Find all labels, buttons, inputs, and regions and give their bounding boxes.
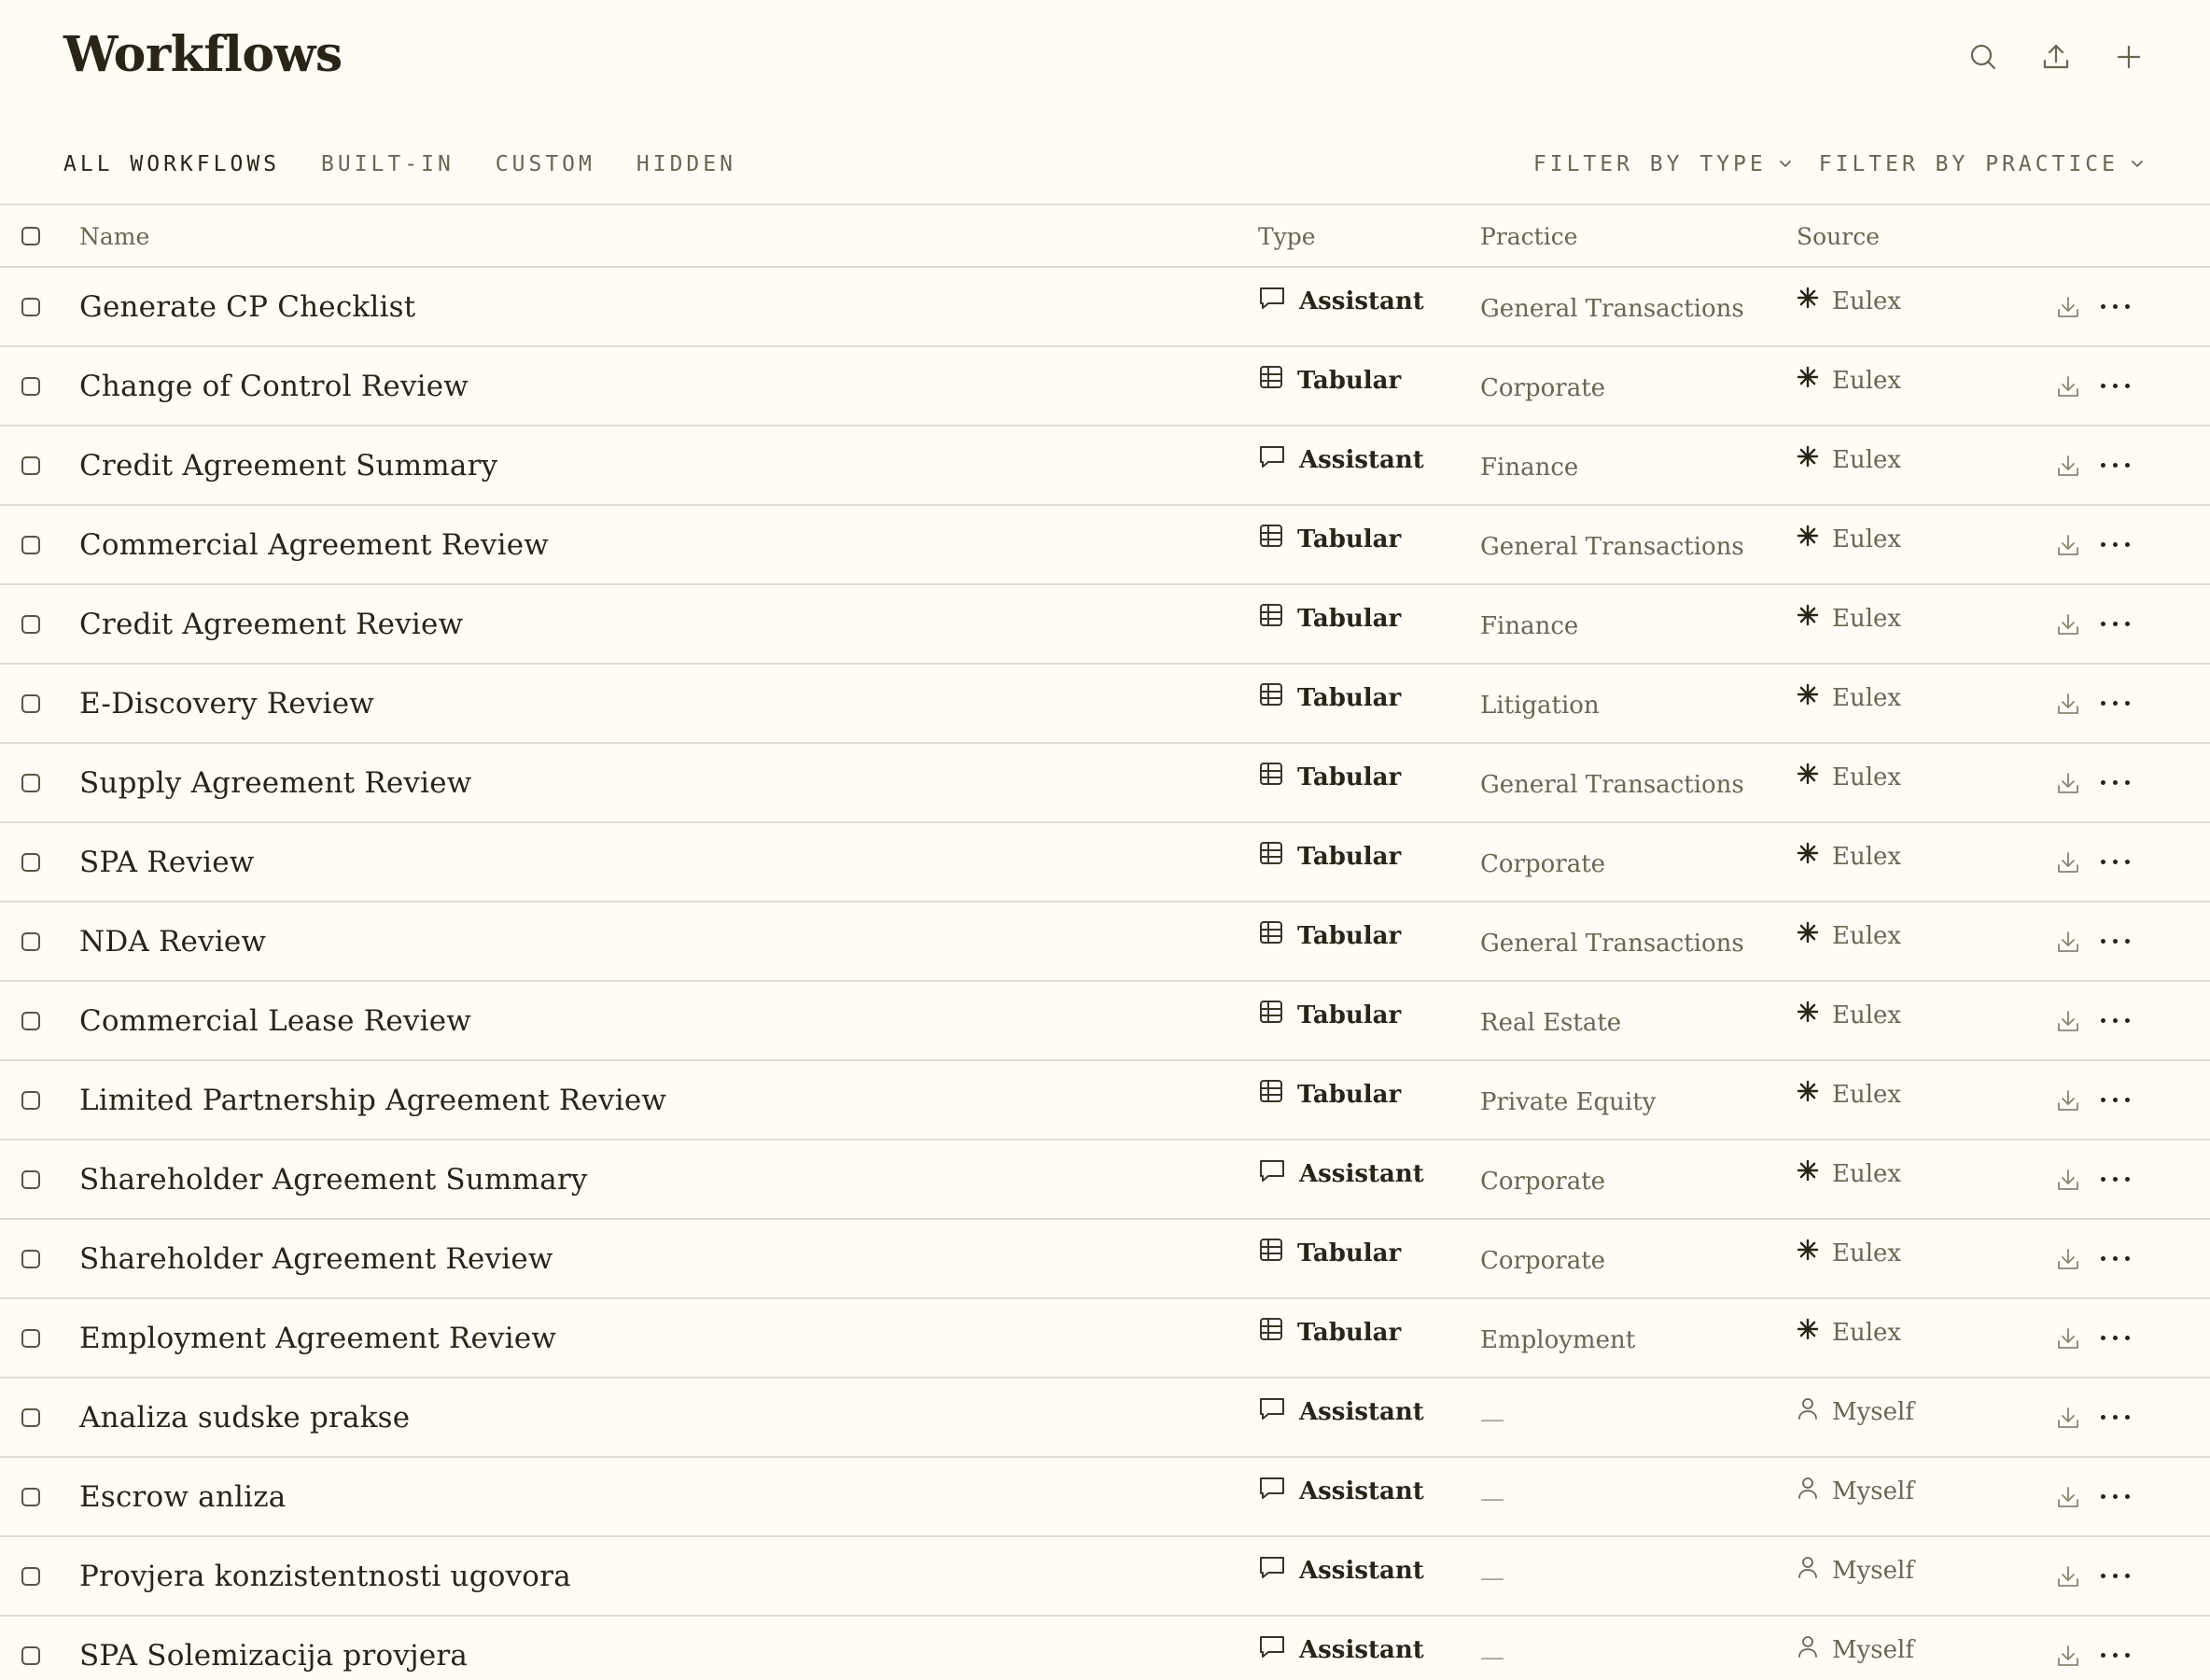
workflow-type-label: Tabular: [1297, 921, 1402, 950]
download-icon: [2056, 1406, 2080, 1430]
row-checkbox[interactable]: [21, 456, 40, 475]
download-button[interactable]: [2056, 771, 2080, 795]
download-button[interactable]: [2056, 1247, 2080, 1271]
top-actions: [1965, 39, 2147, 75]
workflow-type: [1258, 421, 1424, 498]
table-row[interactable]: [0, 744, 2210, 823]
table-row[interactable]: [0, 1220, 2210, 1299]
plus-icon: [2114, 42, 2144, 72]
workflow-practice: Litigation: [1480, 691, 1600, 720]
workflow-type: [1258, 342, 1401, 419]
eulex-logo-icon: [1797, 604, 1819, 626]
table-row[interactable]: [0, 982, 2210, 1061]
table-icon: [1258, 681, 1284, 707]
table-icon: [1258, 999, 1284, 1025]
table-row[interactable]: [0, 1617, 2210, 1680]
workflow-name[interactable]: Commercial Lease Review: [79, 1003, 471, 1038]
select-all-checkbox[interactable]: [21, 227, 40, 245]
row-checkbox[interactable]: [21, 1646, 40, 1665]
eulex-logo-icon: [1797, 366, 1819, 388]
column-header-practice[interactable]: Practice: [1480, 222, 1578, 250]
download-icon: [2056, 295, 2080, 319]
workflow-practice: General Transactions: [1480, 770, 1744, 799]
tab-custom[interactable]: CUSTOM: [495, 152, 595, 176]
filter-by-type-dropdown[interactable]: [1533, 152, 1793, 176]
download-icon: [2056, 533, 2080, 557]
chat-icon: [1258, 1632, 1286, 1660]
workflow-type: [1258, 1294, 1401, 1371]
more-options-button[interactable]: [2101, 268, 2130, 345]
workflow-type-label: Tabular: [1297, 683, 1402, 712]
eulex-logo-icon: [1797, 921, 1819, 944]
eulex-logo-icon: [1797, 525, 1819, 547]
eulex-logo-icon: [1797, 287, 1819, 309]
eulex-logo-icon: [1797, 445, 1819, 468]
workflow-type-label: Tabular: [1297, 366, 1402, 395]
chat-icon: [1258, 284, 1286, 312]
row-checkbox[interactable]: [21, 536, 40, 554]
download-icon: [2056, 1009, 2080, 1033]
chat-icon: [1258, 1394, 1286, 1422]
table-icon: [1258, 840, 1284, 866]
table-row[interactable]: [0, 268, 2210, 347]
workflow-table-body: [0, 268, 2210, 1680]
workflow-type: [1258, 897, 1401, 974]
workflow-type: [1258, 1452, 1424, 1530]
search-icon: [1968, 42, 1998, 72]
download-button[interactable]: [2056, 454, 2080, 478]
workflow-source: [1797, 1294, 1901, 1371]
more-options-button[interactable]: [2101, 1141, 2130, 1218]
workflow-type: [1258, 1532, 1424, 1609]
workflow-practice: Employment: [1480, 1325, 1636, 1354]
eulex-logo-icon: [1797, 1239, 1819, 1261]
download-icon: [2056, 692, 2080, 716]
row-checkbox[interactable]: [21, 1488, 40, 1506]
download-icon: [2056, 1088, 2080, 1113]
workflow-practice: General Transactions: [1480, 532, 1744, 561]
workflow-type: [1258, 818, 1401, 895]
table-icon: [1258, 364, 1284, 390]
table-row[interactable]: [0, 1141, 2210, 1220]
download-button[interactable]: [2056, 533, 2080, 557]
workflow-source: [1797, 342, 1901, 419]
workflow-type: [1258, 1611, 1424, 1680]
search-button[interactable]: [1965, 39, 2001, 75]
eulex-logo-icon: [1797, 683, 1819, 706]
row-checkbox[interactable]: [21, 1408, 40, 1427]
more-options-button[interactable]: [2101, 982, 2130, 1059]
workflow-type-label: Assistant: [1299, 1159, 1424, 1188]
download-button[interactable]: [2056, 1326, 2080, 1351]
workflow-source: [1797, 738, 1901, 816]
more-options-button[interactable]: [2101, 1061, 2130, 1139]
table-icon: [1258, 761, 1284, 787]
workflow-name[interactable]: Provjera konzistentnosti ugovora: [79, 1559, 571, 1593]
workflow-source-label: Eulex: [1832, 1080, 1902, 1109]
workflow-source: [1797, 1056, 1901, 1133]
workflow-type-label: Tabular: [1297, 1080, 1402, 1109]
download-button[interactable]: [2056, 1088, 2080, 1113]
workflow-practice: Private Equity: [1480, 1087, 1657, 1116]
workflow-practice: —: [1480, 1484, 1504, 1513]
more-options-button[interactable]: [2101, 1299, 2130, 1377]
upload-icon: [2041, 42, 2071, 72]
workflow-source: [1797, 421, 1901, 498]
workflow-type-label: Tabular: [1297, 763, 1402, 791]
filters: [1533, 152, 2145, 176]
table-header: [0, 205, 2210, 267]
workflow-name[interactable]: Escrow anliza: [79, 1479, 287, 1514]
row-checkbox[interactable]: [21, 853, 40, 872]
eulex-logo-icon: [1797, 842, 1819, 864]
download-icon: [2056, 1564, 2080, 1589]
workflow-type: [1258, 976, 1401, 1054]
row-checkbox[interactable]: [21, 1250, 40, 1268]
workflow-type: [1258, 659, 1401, 736]
workflow-type-label: Tabular: [1297, 604, 1402, 633]
workflow-name[interactable]: Change of Control Review: [79, 369, 469, 403]
workflow-practice: Corporate: [1480, 849, 1606, 878]
more-options-button[interactable]: [2101, 903, 2130, 980]
workflow-practice: Finance: [1480, 611, 1579, 640]
workflow-name[interactable]: E-Discovery Review: [79, 686, 375, 721]
chat-icon: [1258, 1156, 1286, 1184]
workflow-source-label: Eulex: [1832, 604, 1902, 633]
workflow-type-label: Tabular: [1297, 1239, 1402, 1267]
workflow-practice: —: [1480, 1643, 1504, 1672]
table-row[interactable]: [0, 506, 2210, 585]
row-checkbox[interactable]: [21, 1329, 40, 1348]
table-row[interactable]: [0, 427, 2210, 506]
row-checkbox[interactable]: [21, 932, 40, 951]
download-icon: [2056, 1644, 2080, 1668]
workflow-source: [1797, 1452, 1914, 1530]
workflow-source-label: Eulex: [1832, 842, 1902, 871]
workflow-source-label: Eulex: [1832, 1239, 1902, 1267]
workflow-type-label: Assistant: [1299, 1635, 1424, 1664]
workflow-source: [1797, 500, 1901, 578]
workflow-source-label: Myself: [1832, 1556, 1914, 1585]
user-icon: [1797, 1634, 1819, 1659]
more-options-button[interactable]: [2101, 347, 2130, 425]
download-button[interactable]: [2056, 850, 2080, 875]
table-icon: [1258, 1078, 1284, 1104]
workflow-source-label: Myself: [1832, 1477, 1914, 1505]
workflow-name[interactable]: Credit Agreement Review: [79, 607, 464, 641]
chat-icon: [1258, 442, 1286, 470]
table-icon: [1258, 602, 1284, 628]
more-options-button[interactable]: [2101, 427, 2130, 504]
user-icon: [1797, 1476, 1819, 1500]
eulex-logo-icon: [1797, 1318, 1819, 1340]
column-header-type[interactable]: Type: [1258, 222, 1316, 250]
workflow-source-label: Eulex: [1832, 921, 1902, 950]
workflow-practice: Corporate: [1480, 373, 1606, 402]
workflow-name[interactable]: Generate CP Checklist: [79, 289, 416, 324]
workflow-type-label: Tabular: [1297, 842, 1402, 871]
row-checkbox[interactable]: [21, 1091, 40, 1110]
column-header-name[interactable]: Name: [79, 222, 150, 250]
more-options-button[interactable]: [2101, 1617, 2130, 1680]
workflow-name[interactable]: Commercial Agreement Review: [79, 527, 550, 562]
row-checkbox[interactable]: [21, 615, 40, 634]
workflow-source-label: Eulex: [1832, 1159, 1902, 1188]
download-button[interactable]: [2056, 1168, 2080, 1192]
tab-built-in[interactable]: BUILT-IN: [321, 152, 455, 176]
table-row[interactable]: [0, 1299, 2210, 1379]
filter-by-practice-label: FILTER BY PRACTICE: [1818, 152, 2119, 176]
download-button[interactable]: [2056, 930, 2080, 954]
download-button[interactable]: [2056, 1564, 2080, 1589]
row-checkbox[interactable]: [21, 298, 40, 316]
eulex-logo-icon: [1797, 763, 1819, 785]
workflow-name[interactable]: Employment Agreement Review: [79, 1321, 557, 1355]
workflow-type-label: Assistant: [1299, 445, 1424, 474]
workflow-type-label: Assistant: [1299, 287, 1424, 315]
workflow-name[interactable]: SPA Solemizacija provjera: [79, 1638, 469, 1673]
workflow-name[interactable]: Shareholder Agreement Review: [79, 1241, 553, 1276]
workflow-type-label: Assistant: [1299, 1477, 1424, 1505]
workflow-type: [1258, 738, 1401, 816]
workflow-source-label: Eulex: [1832, 445, 1902, 474]
table-row[interactable]: [0, 1379, 2210, 1458]
workflow-practice: General Transactions: [1480, 929, 1744, 958]
row-checkbox[interactable]: [21, 1170, 40, 1189]
row-checkbox[interactable]: [21, 1012, 40, 1030]
eulex-logo-icon: [1797, 1080, 1819, 1102]
workflow-source-label: Eulex: [1832, 287, 1902, 315]
workflow-source-label: Myself: [1832, 1397, 1914, 1426]
workflow-source-label: Myself: [1832, 1635, 1914, 1664]
chevron-down-icon: [1778, 157, 1793, 172]
workflow-type: [1258, 1373, 1424, 1450]
chat-icon: [1258, 1553, 1286, 1581]
download-icon: [2056, 1326, 2080, 1351]
download-button[interactable]: [2056, 1644, 2080, 1668]
more-options-button[interactable]: [2101, 1379, 2130, 1456]
download-button[interactable]: [2056, 295, 2080, 319]
eulex-logo-icon: [1797, 1001, 1819, 1023]
download-icon: [2056, 930, 2080, 954]
download-icon: [2056, 850, 2080, 875]
workflow-source-label: Eulex: [1832, 763, 1902, 791]
workflow-practice: Corporate: [1480, 1167, 1606, 1196]
filter-by-practice-dropdown[interactable]: [1819, 152, 2145, 176]
column-header-source[interactable]: Source: [1797, 222, 1881, 250]
workflow-name[interactable]: Credit Agreement Summary: [79, 448, 498, 483]
download-button[interactable]: [2056, 1009, 2080, 1033]
workflow-practice: —: [1480, 1405, 1504, 1434]
workflow-type-label: Assistant: [1299, 1397, 1424, 1426]
row-checkbox[interactable]: [21, 694, 40, 713]
workflow-practice: Finance: [1480, 453, 1579, 482]
workflow-type: [1258, 1056, 1401, 1133]
workflow-source-label: Eulex: [1832, 525, 1902, 553]
row-checkbox[interactable]: [21, 774, 40, 792]
workflow-type: [1258, 500, 1401, 578]
download-icon: [2056, 1247, 2080, 1271]
table-icon: [1258, 919, 1284, 945]
workflow-type-label: Tabular: [1297, 525, 1402, 553]
tab-all-workflows[interactable]: ALL WORKFLOWS: [63, 152, 281, 176]
download-icon: [2056, 1168, 2080, 1192]
table-row[interactable]: [0, 1061, 2210, 1141]
workflow-type: [1258, 262, 1424, 340]
workflow-tabs: [63, 152, 736, 176]
workflow-source: [1797, 818, 1901, 895]
more-options-button[interactable]: [2101, 823, 2130, 901]
more-options-button[interactable]: [2101, 585, 2130, 663]
workflow-name[interactable]: NDA Review: [79, 924, 267, 959]
workflow-source: [1797, 1135, 1901, 1212]
workflow-source: [1797, 659, 1901, 736]
workflow-source: [1797, 897, 1901, 974]
table-row[interactable]: [0, 1458, 2210, 1537]
workflow-type: [1258, 1135, 1424, 1212]
table-row[interactable]: [0, 347, 2210, 427]
workflow-type-label: Tabular: [1297, 1318, 1402, 1347]
page-title: Workflows: [63, 26, 343, 83]
workflow-source: [1797, 976, 1901, 1054]
workflow-source-label: Eulex: [1832, 1001, 1902, 1029]
more-options-button[interactable]: [2101, 1458, 2130, 1535]
workflow-type-label: Assistant: [1299, 1556, 1424, 1585]
download-icon: [2056, 612, 2080, 637]
row-checkbox[interactable]: [21, 1567, 40, 1586]
workflow-source: [1797, 1214, 1901, 1292]
table-row[interactable]: [0, 665, 2210, 744]
add-workflow-button[interactable]: [2111, 39, 2147, 75]
upload-button[interactable]: [2038, 39, 2074, 75]
workflow-type: [1258, 1214, 1401, 1292]
tab-hidden[interactable]: HIDDEN: [636, 152, 736, 176]
workflow-source-label: Eulex: [1832, 683, 1902, 712]
download-icon: [2056, 771, 2080, 795]
table-row[interactable]: [0, 903, 2210, 982]
eulex-logo-icon: [1797, 1159, 1819, 1182]
more-options-button[interactable]: [2101, 1220, 2130, 1297]
workflow-source: [1797, 580, 1901, 657]
download-icon: [2056, 1485, 2080, 1509]
workflow-source: [1797, 1532, 1914, 1609]
more-options-button[interactable]: [2101, 665, 2130, 742]
download-button[interactable]: [2056, 1485, 2080, 1509]
workflow-source: [1797, 1373, 1914, 1450]
download-icon: [2056, 374, 2080, 399]
download-button[interactable]: [2056, 1406, 2080, 1430]
workflow-name[interactable]: SPA Review: [79, 845, 255, 879]
chat-icon: [1258, 1474, 1286, 1502]
download-button[interactable]: [2056, 374, 2080, 399]
workflow-name[interactable]: Shareholder Agreement Summary: [79, 1162, 588, 1197]
table-row[interactable]: [0, 1537, 2210, 1617]
workflow-practice: Real Estate: [1480, 1008, 1622, 1037]
more-options-button[interactable]: [2101, 506, 2130, 583]
user-icon: [1797, 1396, 1819, 1421]
workflow-type-label: Tabular: [1297, 1001, 1402, 1029]
chevron-down-icon: [2130, 157, 2145, 172]
workflow-source: [1797, 1611, 1914, 1680]
workflow-source-label: Eulex: [1832, 1318, 1902, 1347]
workflow-name[interactable]: Analiza sudske prakse: [79, 1400, 411, 1435]
workflow-practice: General Transactions: [1480, 294, 1744, 323]
workflow-source-label: Eulex: [1832, 366, 1902, 395]
more-options-button[interactable]: [2101, 744, 2130, 821]
download-icon: [2056, 454, 2080, 478]
user-icon: [1797, 1555, 1819, 1579]
more-options-button[interactable]: [2101, 1537, 2130, 1615]
workflow-practice: —: [1480, 1563, 1504, 1592]
download-button[interactable]: [2056, 612, 2080, 637]
row-checkbox[interactable]: [21, 377, 40, 396]
workflow-source: [1797, 262, 1901, 340]
workflow-name[interactable]: Supply Agreement Review: [79, 765, 472, 800]
workflow-type: [1258, 580, 1401, 657]
table-row[interactable]: [0, 823, 2210, 903]
workflow-practice: Corporate: [1480, 1246, 1606, 1275]
filter-by-type-label: FILTER BY TYPE: [1532, 152, 1767, 176]
table-icon: [1258, 523, 1284, 549]
table-icon: [1258, 1237, 1284, 1263]
download-button[interactable]: [2056, 692, 2080, 716]
table-row[interactable]: [0, 585, 2210, 665]
table-icon: [1258, 1316, 1284, 1342]
workflow-name[interactable]: Limited Partnership Agreement Review: [79, 1083, 667, 1117]
